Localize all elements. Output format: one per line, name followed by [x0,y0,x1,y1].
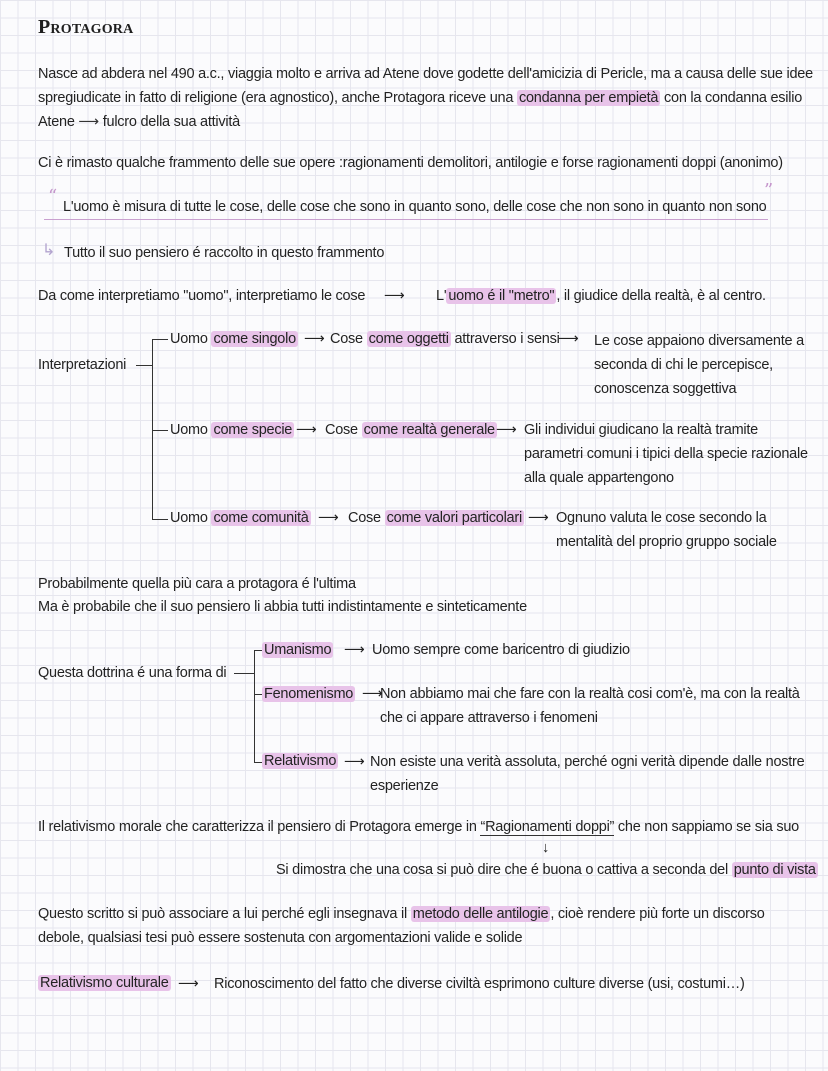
probabile-line-2: Ma è probabile che il suo pensiero li abbia tutti indistintamente e sinteticamente [38,599,527,615]
culturale-desc: Riconoscimento del fatto che diverse civiltà esprimono culture diverse (usi, costumi…) [214,976,745,992]
branch-cose-valori: Cose come valori particolari [348,510,522,526]
branch-cose-oggetti: Cose come oggetti attraverso i sensi [330,331,560,347]
close-quote-icon: ” [764,180,774,201]
tree-branch [254,762,262,763]
scritto-line-2: debole, qualsiasi tesi può essere sostenuta con argomentazioni valide e solide [38,930,523,946]
tree-branch [152,519,168,520]
ragionamenti-doppi-title: “Ragionamenti doppi” [480,819,615,835]
quote-underline [44,219,768,220]
punto-di-vista-line: Si dimostra che una cosa si può dire che é buona o cattiva a seconda del punto di vista [276,862,816,878]
arrow-icon: ⟶ [528,510,549,526]
arrow-icon: ⟶ [296,422,317,438]
scritto-line-1: Questo scritto si può associare a lui perché egli insegnava il metodo delle antilogie , cioè rendere più forte un discorso [38,906,765,922]
quote-text: L'uomo è misura di tutte le cose, delle cose che sono in quanto sono, delle cose che non sono in quanto non sono [63,199,767,215]
arrow-icon: ⟶ [496,422,517,438]
branch-desc-line: seconda di chi le percepisce, [594,357,773,373]
branch-desc-line: Ognuno valuta le cose secondo la [556,510,767,526]
arrow-icon: ⟶ [318,510,339,526]
arrow-icon: ⟶ [384,288,405,304]
branch-desc-line: alla quale appartengono [524,470,674,486]
dottrina-desc-line: Non abbiamo mai che fare con la realtà cosi com'è, ma con la realtà [380,686,800,702]
tree-branch [254,694,262,695]
arrow-icon: ⟶ [344,642,365,658]
dottrina-desc-line: che ci appare attraverso i fenomeni [380,710,598,726]
dottrina-label: Questa dottrina é una forma di [38,665,227,681]
note-text: Tutto il suo pensiero é raccolto in questo frammento [64,245,385,261]
branch-desc-line: conoscenza soggettiva [594,381,737,397]
dottrina-desc-line: esperienze [370,778,439,794]
relativismo-morale-line: Il relativismo morale che caratterizza il pensiero di Protagora emerge in “Ragionamenti doppi” che non sappiamo se sia suo [38,819,799,835]
dottrina-fenomenismo: Fenomenismo [264,686,354,702]
down-arrow-icon: ↓ [542,840,549,856]
branch-cose-realta: Cose come realtà generale [325,422,495,438]
branch-desc-line: parametri comuni i tipici della specie razionale [524,446,808,462]
arrow-icon: ⟶ [362,686,383,702]
relativismo-culturale: Relativismo culturale [40,975,169,991]
tree-branch [254,650,262,651]
intro-line-3: Atene ⟶ fulcro della sua attività [38,114,240,130]
dottrina-desc-line: Uomo sempre come baricentro di giudizio [372,642,630,658]
arrow-icon: ⟶ [304,331,325,347]
branch-desc-line: Gli individui giudicano la realtà tramite [524,422,758,438]
intro-line-1: Nasce ad abdera nel 490 a.c., viaggia molto e arriva ad Atene dove godette dell'amicizia di Pericle, ma a causa delle sue idee [38,66,813,82]
open-quote-icon: “ [48,186,58,207]
arrow-icon: ⟶ [78,114,99,130]
fragments-text: Ci è rimasto qualche frammento delle sue opere :ragionamenti demolitori, antilogie e forse ragionamenti doppi (anonimo) [38,155,783,171]
tree-branch [152,339,168,340]
dottrina-desc-line: Non esiste una verità assoluta, perché ogni verità dipende dalle nostre [370,754,805,770]
branch-uomo-comunita: Uomo come comunità [170,510,309,526]
tree-connector [136,365,152,366]
tree-branch [152,430,168,431]
arrow-icon: ⟶ [558,331,579,347]
tree-bracket [254,650,255,762]
page-title: Protagora [38,16,134,38]
branch-desc-line: mentalità del proprio gruppo sociale [556,534,777,550]
intro-line-2: spregiudicate in fatto di religione (era agnostico), anche Protagora riceve una condanna per empietà con la condanna esilio [38,90,803,106]
arrow-icon: ⟶ [344,754,365,770]
branch-desc-line: Le cose appaiono diversamente a [594,333,804,349]
interpretazioni-label: Interpretazioni [38,357,127,373]
branch-uomo-specie: Uomo come specie [170,422,293,438]
interpretation-left: Da come interpretiamo "uomo", interpretiamo le cose [38,288,366,304]
dottrina-relativismo: Relativismo [264,753,337,769]
highlight-condanna: condanna per empietà [518,90,659,106]
interpretation-right: L' uomo é il "metro" , il giudice della realtà, è al centro. [436,288,766,304]
tree-bracket [152,339,153,519]
dottrina-umanismo: Umanismo [264,642,332,658]
return-arrow-icon: ↳ [42,242,56,259]
arrow-icon: ⟶ [178,976,199,992]
tree-connector [234,673,254,674]
branch-uomo-singolo: Uomo come singolo [170,331,296,347]
probabile-line-1: Probabilmente quella più cara a protagora é l'ultima [38,576,356,592]
highlight-metro: uomo é il "metro" [448,288,555,304]
